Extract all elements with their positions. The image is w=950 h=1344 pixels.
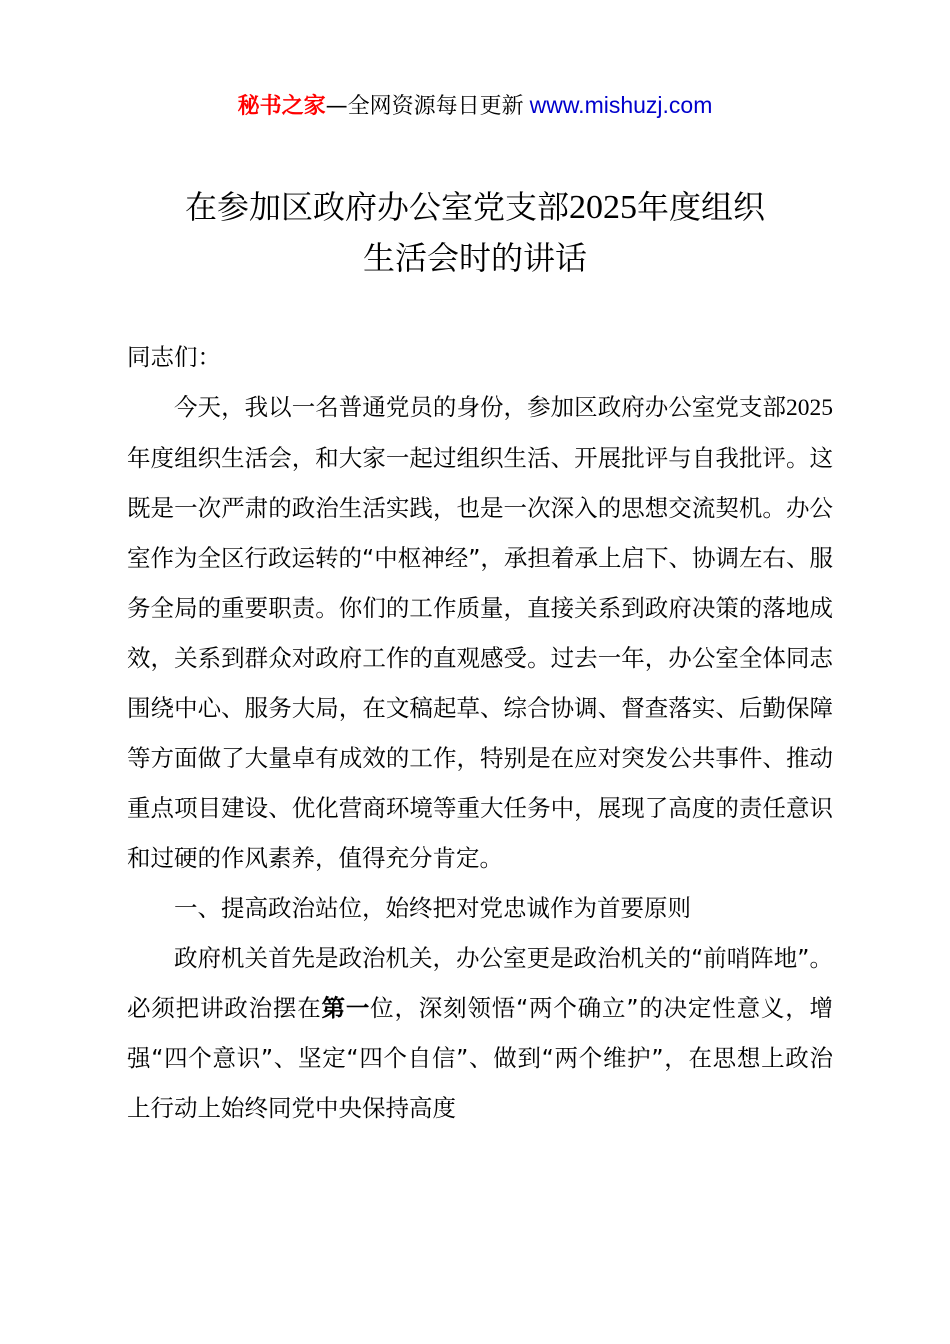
- paragraph-year: 2025: [786, 395, 833, 421]
- bold-emphasis: 第一: [321, 994, 371, 1022]
- opening-paragraph: [127, 382, 833, 883]
- title-line-1: [130, 182, 820, 233]
- site-url-link[interactable]: www.mishuzj.com: [529, 92, 713, 118]
- title-line-2: 生活会时的讲话: [362, 239, 587, 277]
- salutation: 同志们：: [127, 343, 221, 371]
- title-year: 2025: [569, 189, 637, 226]
- paragraph-text: 年度组织生活会，和大家一起过组织生活、开展批评与自我批评。这既是一次严肃的政治生活实践，也是一次深入的思想交流契机。办公室作为全区行政运转的“中枢神经”，承担着承上启下、协调左右、服务全局的重要职责。你们的工作质量，直接关系到政府决策的落地成效，关系到群众对政府工作的直观感受。过去一年，办公室全体同志围绕中心、服务大局，在文稿起草、综合协调、督查落实、后勤保障等方面做了大量卓有成效的工作，特别是在应对突发公共事件、推动重点项目建设、优化营商环境等重大任务中，展现了高度的责任意识和过硬的作风素养，值得充分肯定。: [127, 444, 833, 872]
- section-paragraph: [127, 933, 833, 1133]
- site-tagline: —全网资源每日更新: [325, 94, 524, 119]
- title-line-1-suffix: 年度组织: [637, 188, 766, 226]
- paragraph-text: 政府机关首先是政治机关，办公室更是政治机关的“前哨阵地”。必须把讲政治摆在: [127, 944, 833, 1022]
- brand-name: 秘书之家: [237, 94, 326, 119]
- site-header: [0, 88, 950, 124]
- paragraph-text: 位，深刻领悟“两个确立”的决定性意义，增强“四个意识”、坚定“四个自信”、做到“两个维护”，在思想上政治上行动上始终同党中央保持高度: [127, 994, 834, 1122]
- document-body: [127, 332, 833, 1133]
- paragraph-text: 今天，我以一名普通党员的身份，参加区政府办公室党支部: [174, 393, 786, 421]
- document-title: [130, 182, 820, 283]
- title-line-1-prefix: 在参加区政府办公室党支部: [184, 188, 569, 226]
- section-heading: 一、提高政治站位，始终把对党忠诚作为首要原则: [174, 894, 691, 922]
